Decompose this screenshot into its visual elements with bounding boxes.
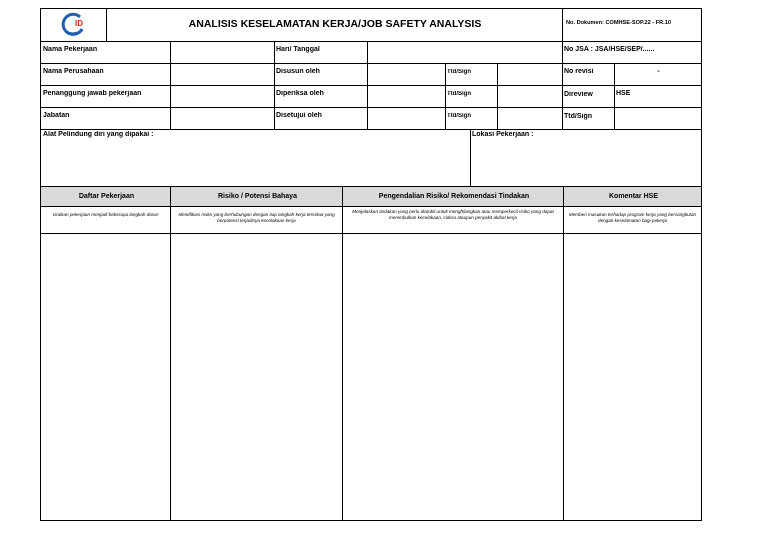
jsa-form xyxy=(40,8,702,521)
coldesc-komentar-hse: Memberi masukan terhadap program kerja yang bersangkutan dengan keselamatan bagi pekerja xyxy=(568,212,697,223)
info-div-e xyxy=(497,63,498,129)
value-no-revisi: - xyxy=(657,68,660,75)
label-no-revisi: No revisi xyxy=(564,68,594,75)
rule-row-4 xyxy=(41,129,701,130)
label-disetujui-oleh: Disetujui oleh xyxy=(276,112,322,119)
label-diperiksa-oleh: Diperiksa oleh xyxy=(276,90,324,97)
entry-area-risiko[interactable] xyxy=(171,234,342,520)
label-ttd-sign-1: Ttd/Sign xyxy=(447,69,471,75)
label-ttd-sign-2: Ttd/Sign xyxy=(447,91,471,97)
label-disusun-oleh: Disusun oleh xyxy=(276,68,320,75)
logo-text: ID xyxy=(75,19,83,28)
logo-icon xyxy=(58,12,88,38)
colhead-pengendalian-risiko: Pengendalian Risiko/ Rekomendasi Tindakan xyxy=(343,187,563,206)
label-alat-pelindung-diri: Alat Pelindung diri yang dipakai : xyxy=(43,131,154,138)
company-logo xyxy=(41,9,106,41)
label-nama-pekerjaan: Nama Pekerjaan xyxy=(43,46,98,53)
colhead-komentar-hse: Komentar HSE xyxy=(564,187,701,206)
info-div-c xyxy=(367,41,368,129)
document-number: No. Dokumen: COMHSE-SOP.22 - FR.10 xyxy=(566,20,671,26)
label-lokasi-pekerjaan: Lokasi Pekerjaan : xyxy=(472,131,534,138)
colhead-daftar-pekerjaan: Daftar Pekerjaan xyxy=(41,187,170,206)
coldesc-pengendalian-risiko: Menjelaskan tindakan yang perlu diambil untuk menghilangkan atau memperkecil risiko yang dapat menimbulkan kecelakaan, cidera ataupun penyakit akibat kerja xyxy=(352,209,554,220)
entry-area-daftar-pekerjaan[interactable] xyxy=(41,234,170,520)
label-ttd-sign-4: Ttd/Sign xyxy=(564,113,592,120)
colhead-risiko-potensi-bahaya: Risiko / Potensi Bahaya xyxy=(171,187,342,206)
value-direview: HSE xyxy=(616,90,631,97)
coldesc-daftar-pekerjaan: Uraikan pekerjaan menjadi beberapa langkah dasar xyxy=(52,212,159,217)
entry-area-pengendalian[interactable] xyxy=(343,234,563,520)
label-ttd-sign-3: Ttd/Sign xyxy=(447,113,471,119)
rule-row-2 xyxy=(41,85,701,86)
rule-below-colheads xyxy=(41,206,701,207)
page-title: ANALISIS KESELAMATAN KERJA/JOB SAFETY ANALYSIS xyxy=(188,18,482,30)
coldesc-risiko-potensi-bahaya: Identifikasi risiko yang berhubungan dengan tiap langkah kerja tersebut yang berpotensi terjadinya kecelakaan kerja xyxy=(178,212,335,223)
label-hari-tanggal: Hari/ Tanggal xyxy=(276,46,320,53)
rule-below-header xyxy=(41,41,701,42)
label-penanggung-jawab: Penanggung jawab pekerjaan xyxy=(43,90,142,97)
rule-row-1 xyxy=(41,63,701,64)
info-div-a xyxy=(170,41,171,129)
label-jabatan: Jabatan xyxy=(43,112,70,119)
entry-area-komentar-hse[interactable] xyxy=(564,234,701,520)
rule-row-3 xyxy=(41,107,701,108)
label-nama-perusahaan: Nama Perusahaan xyxy=(43,68,104,75)
docno-divider xyxy=(562,9,563,41)
label-no-jsa: No JSA : JSA/HSE/SEP/...... xyxy=(564,46,655,53)
label-direview: Direview xyxy=(564,91,593,98)
